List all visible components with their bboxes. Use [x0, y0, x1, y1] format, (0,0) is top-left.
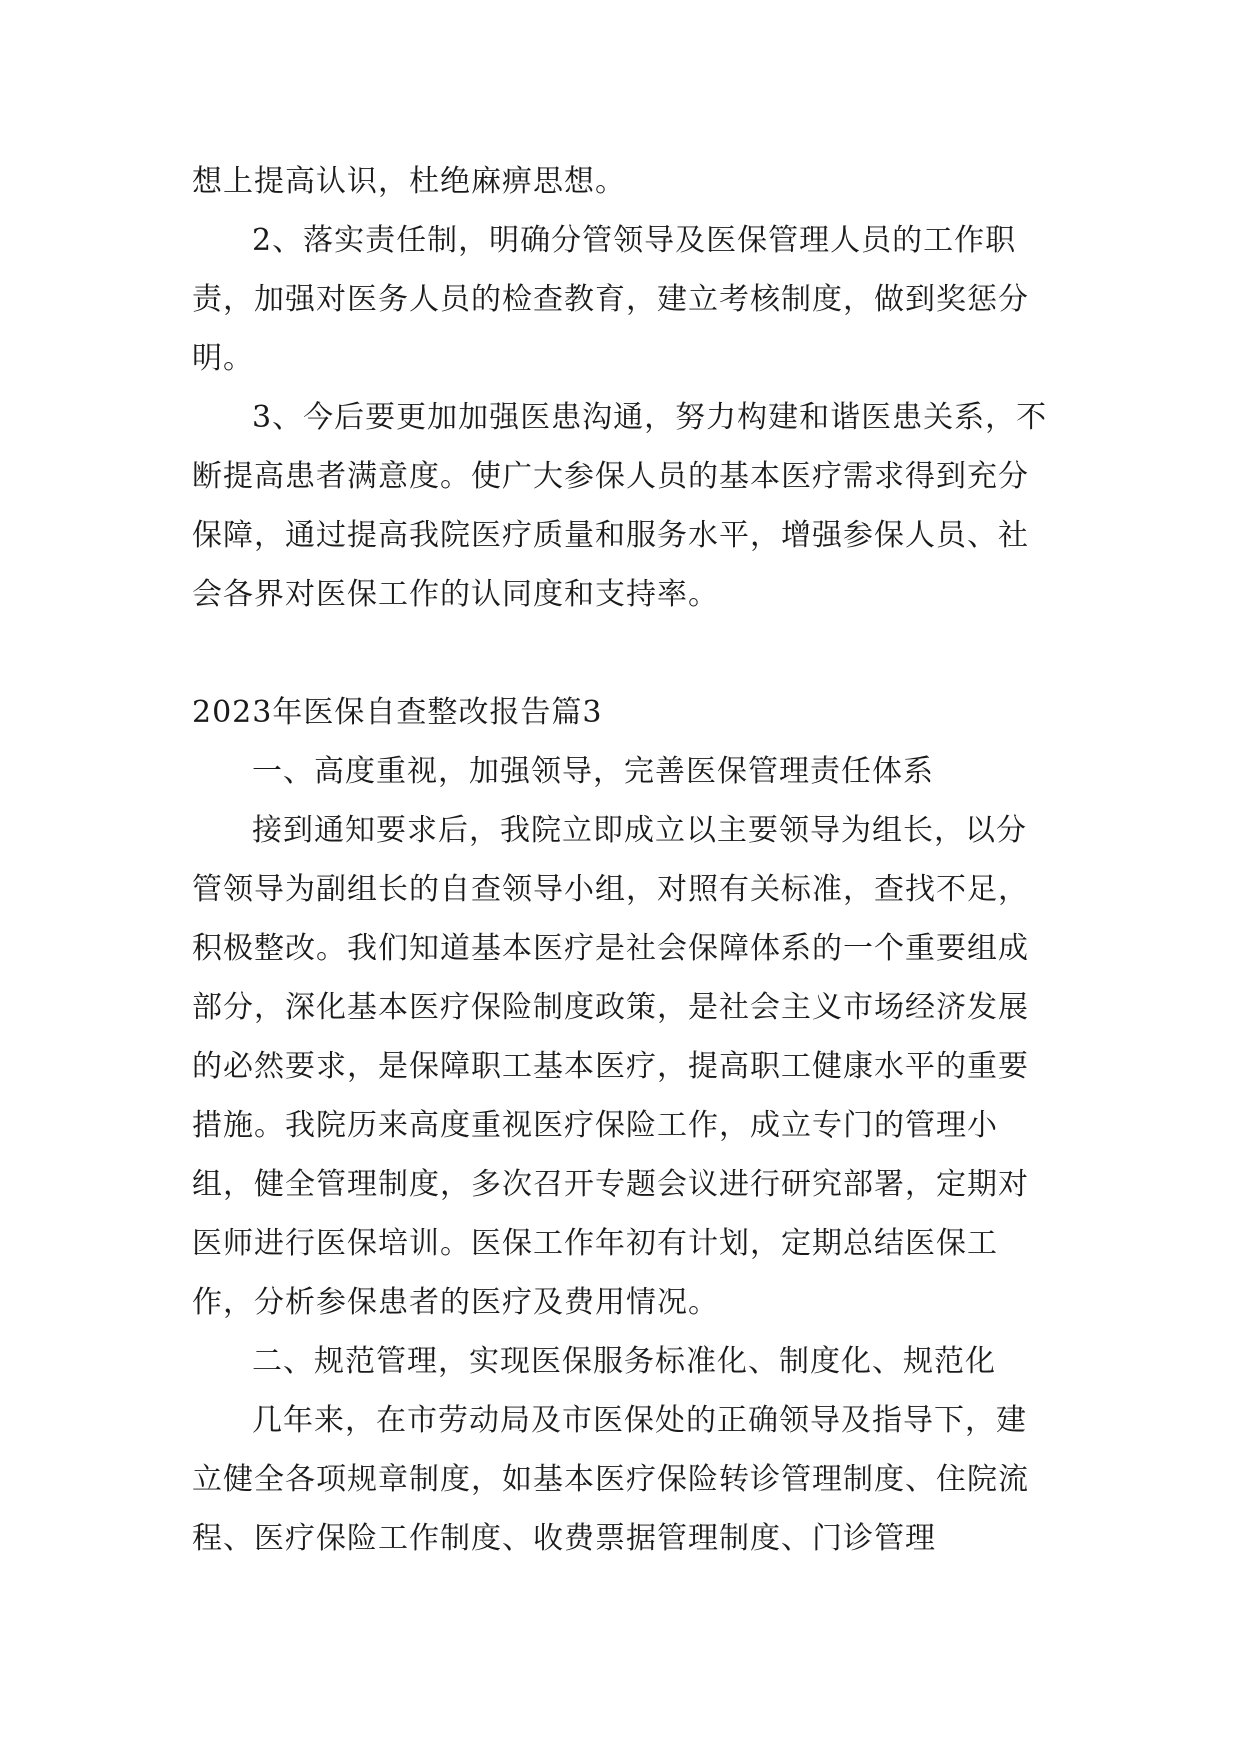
subheading-1: 一、高度重视，加强领导，完善医保管理责任体系 [252, 754, 934, 789]
paragraph-item-3: 3、今后要更加加强医患沟通，努力构建和谐医患关系，不断提高患者满意度。使广大参保人员的基本医疗需求得到充分保障，通过提高我院医疗质量和服务水平，增强参保人员、社会各界对医保工作的认同度和支持率。 [192, 400, 1048, 612]
paragraph-body-1: 接到通知要求后，我院立即成立以主要领导为组长，以分管领导为副组长的自查领导小组，对照有关标准，查找不足，积极整改。我们知道基本医疗是社会保障体系的一个重要组成部分，深化基本医疗保险制度政策，是社会主义市场经济发展的必然要求，是保障职工基本医疗，提高职工健康水平的重要措施。我院历来高度重视医疗保险工作，成立专门的管理小组，健全管理制度，多次召开专题会议进行研究部署，定期对医师进行医保培训。医保工作年初有计划，定期总结医保工作，分析参保患者的医疗及费用情况。 [192, 813, 1029, 1320]
paragraph-body-2: 几年来，在市劳动局及市医保处的正确领导及指导下，建立健全各项规章制度，如基本医疗保险转诊管理制度、住院流程、医疗保险工作制度、收费票据管理制度、门诊管理 [192, 1403, 1029, 1556]
section-title: 2023年医保自查整改报告篇3 [192, 695, 603, 730]
document-body [192, 152, 1052, 1568]
paragraph-item-2: 2、落实责任制，明确分管领导及医保管理人员的工作职责，加强对医务人员的检查教育，建立考核制度，做到奖惩分明。 [192, 223, 1029, 376]
subheading-2: 二、规范管理，实现医保服务标准化、制度化、规范化 [252, 1344, 996, 1379]
paragraph-continuation: 想上提高认识，杜绝麻痹思想。 [192, 164, 626, 199]
